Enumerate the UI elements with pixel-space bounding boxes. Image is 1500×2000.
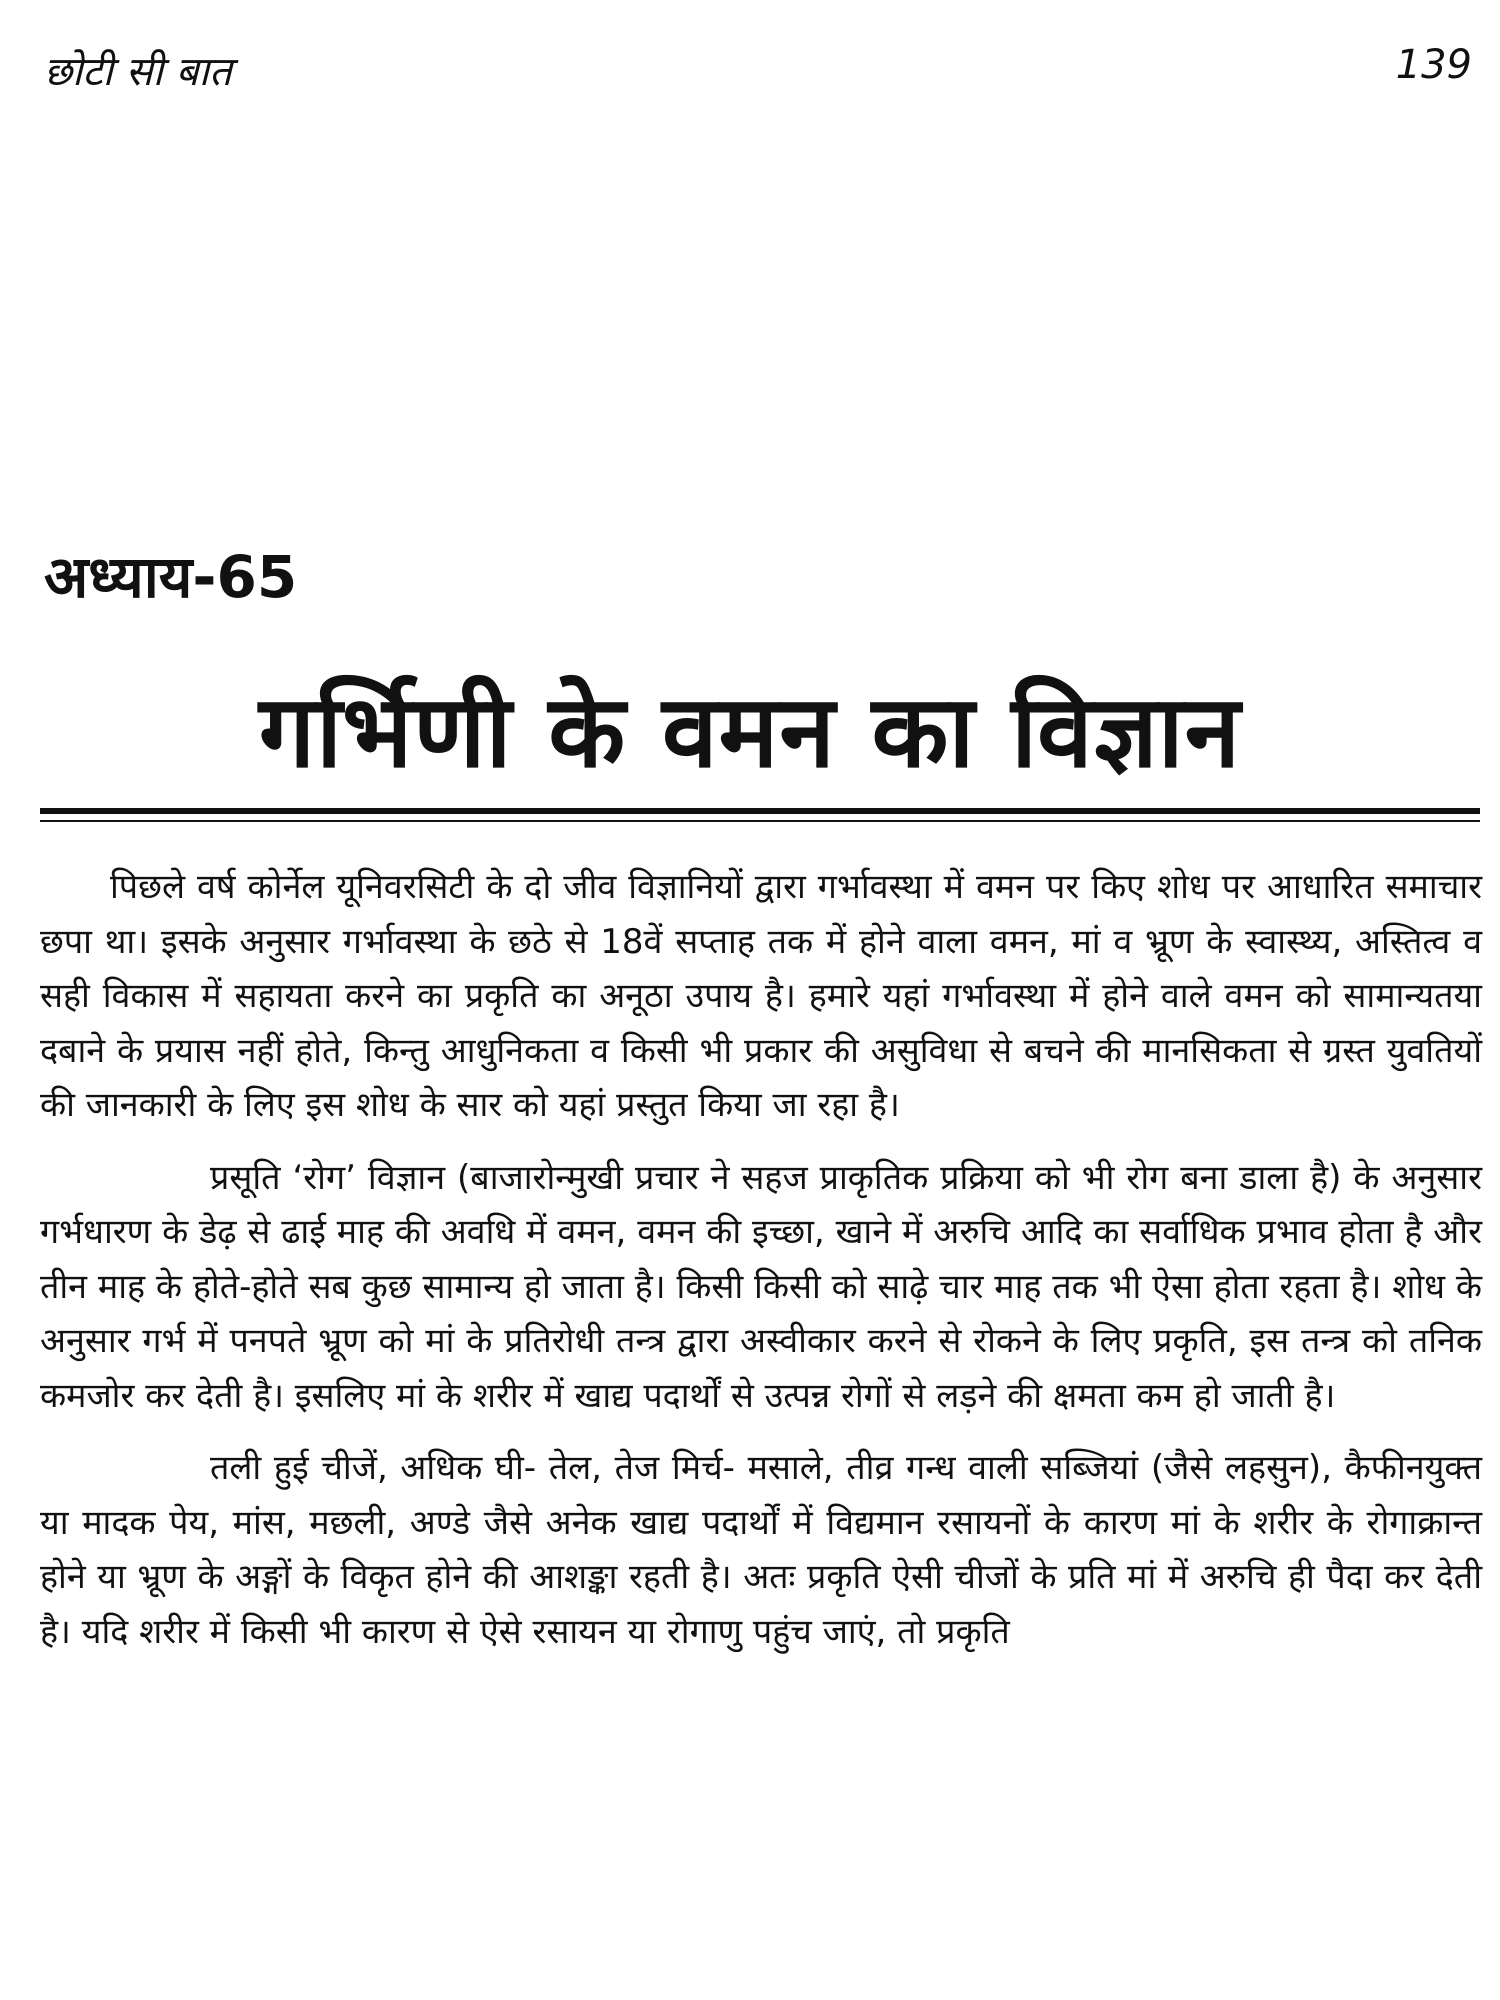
title-rule-thin [40, 820, 1480, 822]
chapter-title: गर्भिणी के वमन का विज्ञान [258, 673, 1242, 790]
chapter-label: अध्याय-65 [44, 543, 298, 611]
running-title: छोटी सी बात [44, 49, 232, 95]
body-text [40, 860, 1482, 1677]
page-number: 139 [1395, 42, 1472, 88]
title-rule-thick [40, 808, 1480, 814]
paragraph-3: तली हुई चीजें, अधिक घी- तेल, तेज मिर्च- मसाले, तीव्र गन्ध वाली सब्जियां (जैसे लहसुन), कैफीनयुक्त या मादक पेय, मांस, मछली, अण्डे जैसे अनेक खाद्य पदार्थों में विद्यमान रसायनों के कारण मां के शरीर के रोगाक्रान्त होने या भ्रूण के अङ्गों के विकृत होने की आशङ्का रहती है। अतः प्रकृति ऐसी चीजों के प्रति मां में अरुचि ही पैदा कर देती है। यदि शरीर में किसी भी कारण से ऐसे रसायन या रोगाणु पहुंच जाएं, तो प्रकृति [40, 1448, 1482, 1652]
paragraph-1: पिछले वर्ष कोर्नेल यूनिवरसिटी के दो जीव विज्ञानियों द्वारा गर्भावस्था में वमन पर किए शोध पर आधारित समाचार छपा था। इसके अनुसार गर्भावस्था के छठे से 18वें सप्ताह तक में होने वाला वमन, मां व भ्रूण के स्वास्थ्य, अस्तित्व व सही विकास में सहायता करने का प्रकृति का अनूठा उपाय है। हमारे यहां गर्भावस्था में होने वाले वमन को सामान्यतया दबाने के प्रयास नहीं होते, किन्तु आधुनिकता व किसी भी प्रकार की असुविधा से बचने की मानसिकता से ग्रस्त युवतियों की जानकारी के लिए इस शोध के सार को यहां प्रस्तुत किया जा रहा है। [40, 867, 1483, 1125]
paragraph-2: प्रसूति ‘रोग’ विज्ञान (बाजारोन्मुखी प्रचार ने सहज प्राकृतिक प्रक्रिया को भी रोग बना डाला है) के अनुसार गर्भधारण के डेढ़ से ढाई माह की अवधि में वमन, वमन की इच्छा, खाने में अरुचि आदि का सर्वाधिक प्रभाव होता है और तीन माह के होते-होते सब कुछ सामान्य हो जाता है। किसी किसी को साढ़े चार माह तक भी ऐसा होता रहता है। शोध के अनुसार गर्भ में पनपते भ्रूण को मां के प्रतिरोधी तन्त्र द्वारा अस्वीकार करने से रोकने के लिए प्रकृति, इस तन्त्र को तनिक कमजोर कर देती है। इसलिए मां के शरीर में खाद्य पदार्थों से उत्पन्न रोगों से लड़ने की क्षमता कम हो जाती है। [40, 1157, 1482, 1416]
